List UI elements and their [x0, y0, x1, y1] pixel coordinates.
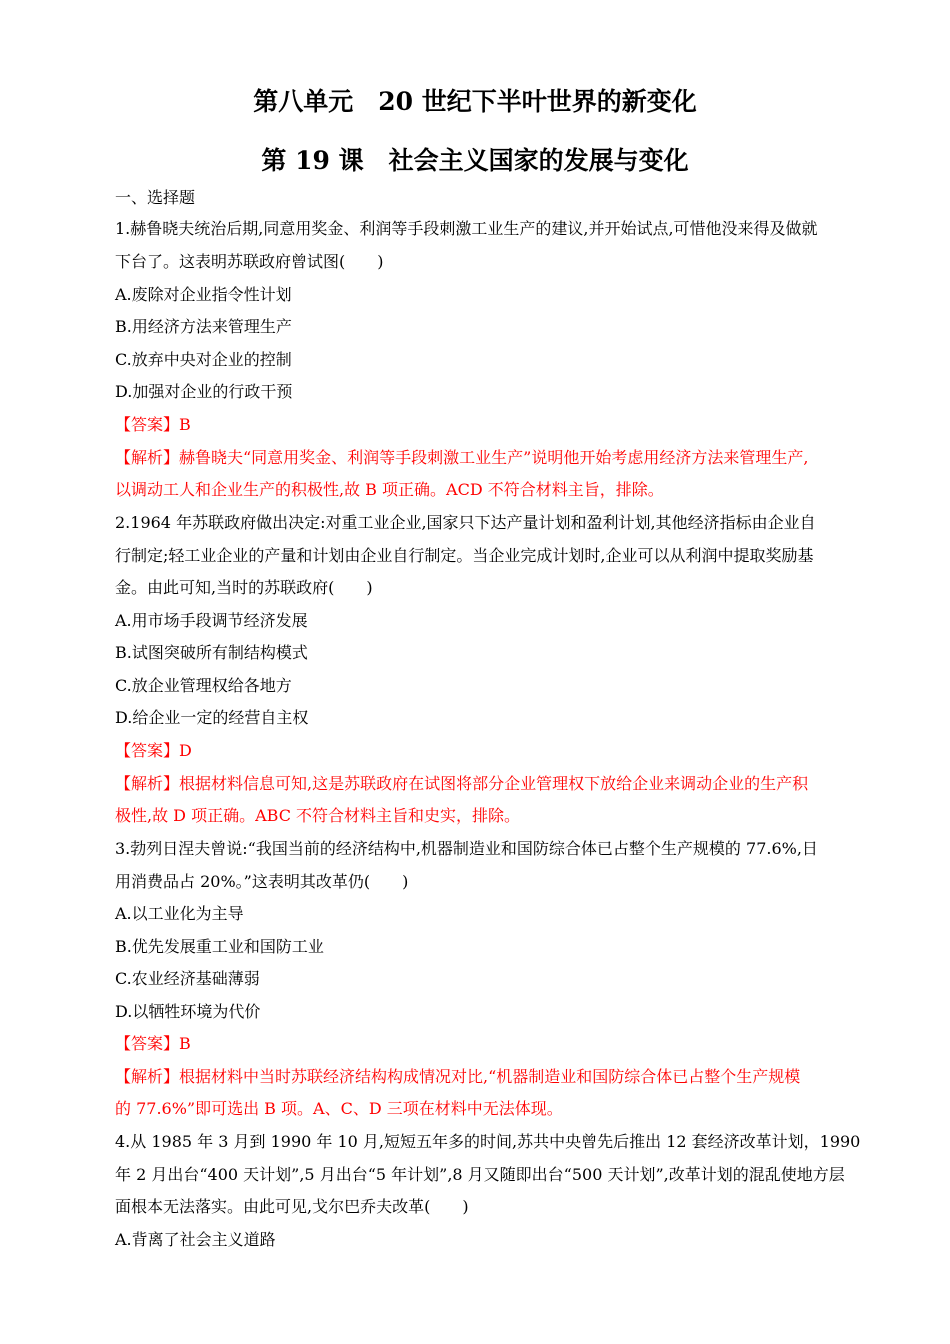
question-2-option-b: B.试图突破所有制结构模式 [115, 643, 308, 662]
unit-title: 第八单元 20 世纪下半叶世界的新变化 [253, 87, 697, 116]
question-3-stem-line-1: 3.勃列日涅夫曾说:“我国当前的经济结构中,机器制造业和国防综合体已占整个生产规模的 77.6%,日 [115, 839, 818, 858]
question-2-stem-line-2: 行制定;轻工业企业的产量和计划由企业自行制定。当企业完成计划时,企业可以从利润中提取奖励基 [115, 546, 814, 565]
question-3-answer: 【答案】B [115, 1034, 191, 1053]
question-2-answer: 【答案】D [115, 741, 192, 760]
question-3-option-c: C.农业经济基础薄弱 [115, 969, 260, 988]
question-1-option-b: B.用经济方法来管理生产 [115, 317, 292, 336]
question-1-stem-line-2: 下台了。这表明苏联政府曾试图( ) [115, 252, 384, 271]
question-1-option-d: D.加强对企业的行政干预 [115, 382, 293, 401]
question-2-option-a: A.用市场手段调节经济发展 [115, 611, 308, 630]
question-2-option-d: D.给企业一定的经营自主权 [115, 708, 309, 727]
question-3-option-a: A.以工业化为主导 [115, 904, 244, 923]
question-3-analysis-line-1: 【解析】根据材料中当时苏联经济结构构成情况对比,“机器制造业和国防综合体已占整个生产规模 [115, 1067, 801, 1086]
question-4-stem-line-3: 面根本无法落实。由此可见,戈尔巴乔夫改革( ) [115, 1197, 469, 1216]
question-1-analysis-line-1: 【解析】赫鲁晓夫“同意用奖金、利润等手段刺激工业生产”说明他开始考虑用经济方法来管理生产, [115, 448, 809, 467]
question-1-answer: 【答案】B [115, 415, 191, 434]
question-3-analysis-line-2: 的 77.6%”即可选出 B 项。A、C、D 三项在材料中无法体现。 [115, 1099, 563, 1118]
question-2-option-c: C.放企业管理权给各地方 [115, 676, 292, 695]
question-3-option-b: B.优先发展重工业和国防工业 [115, 937, 324, 956]
question-4-stem-line-1: 4.从 1985 年 3 月到 1990 年 10 月,短短五年多的时间,苏共中央曾先后推出 12 套经济改革计划，1990 [115, 1132, 861, 1151]
question-1-option-a: A.废除对企业指令性计划 [115, 285, 292, 304]
question-1-option-c: C.放弃中央对企业的控制 [115, 350, 292, 369]
question-2-stem-line-3: 金。由此可知,当时的苏联政府( ) [115, 578, 373, 597]
question-2-analysis-line-2: 极性,故 D 项正确。ABC 不符合材料主旨和史实，排除。 [115, 806, 521, 825]
question-1-stem-line-1: 1.赫鲁晓夫统治后期,同意用奖金、利润等手段刺激工业生产的建议,并开始试点,可惜他没来得及做就 [115, 219, 818, 238]
question-2-stem-line-1: 2.1964 年苏联政府做出决定:对重工业企业,国家只下达产量计划和盈利计划,其他经济指标由企业自 [115, 513, 816, 532]
question-3-stem-line-2: 用消费品占 20%。”这表明其改革仍( ) [115, 872, 409, 891]
question-1-analysis-line-2: 以调动工人和企业生产的积极性,故 B 项正确。ACD 不符合材料主旨，排除。 [115, 480, 664, 499]
lesson-title: 第 19 课 社会主义国家的发展与变化 [261, 146, 689, 175]
question-2-analysis-line-1: 【解析】根据材料信息可知,这是苏联政府在试图将部分企业管理权下放给企业来调动企业的生产积 [115, 774, 809, 793]
question-4-stem-line-2: 年 2 月出台“400 天计划”,5 月出台“5 年计划”,8 月又随即出台“500 天计划”,改革计划的混乱使地方层 [115, 1165, 845, 1184]
question-4-option-a: A.背离了社会主义道路 [115, 1230, 276, 1249]
section-heading: 一、选择题 [115, 188, 196, 207]
question-3-option-d: D.以牺牲环境为代价 [115, 1002, 261, 1021]
